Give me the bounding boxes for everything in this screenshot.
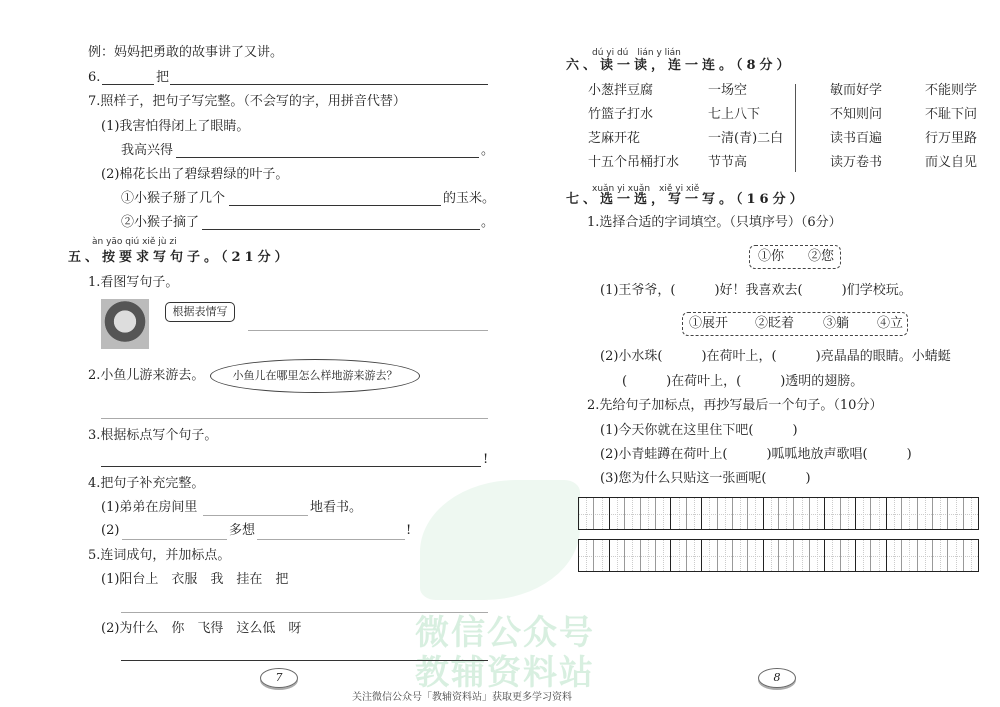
option: ②眨着 xyxy=(755,316,795,331)
q5-2: (2)为什么 你 飞得 这么低 呀 xyxy=(101,621,302,636)
period: 。 xyxy=(481,143,495,158)
sec6-pinyin: dú yi dú lián y lián xyxy=(592,48,681,58)
match-item[interactable]: 一场空 xyxy=(708,83,748,98)
grid-cell[interactable] xyxy=(733,498,748,529)
grid-cell[interactable] xyxy=(718,498,733,529)
excl: ! xyxy=(483,452,489,467)
grid-cell[interactable] xyxy=(794,498,809,529)
grid-cell[interactable] xyxy=(579,498,594,529)
match-item[interactable]: 节节高 xyxy=(708,155,748,170)
q7-2a: ①小猴子掰了几个 xyxy=(121,191,226,206)
q7-2b-blank[interactable] xyxy=(202,229,480,230)
grid-cell[interactable] xyxy=(625,498,640,529)
q3-blank[interactable] xyxy=(101,466,481,467)
option: ③躺 xyxy=(823,316,850,331)
grid-cell[interactable] xyxy=(718,540,733,571)
grid-cell[interactable] xyxy=(671,540,686,571)
grid-cell[interactable] xyxy=(948,540,963,571)
q7-1a-blank[interactable] xyxy=(176,157,479,158)
q4-2-blank1[interactable] xyxy=(122,539,227,540)
grid-cell[interactable] xyxy=(594,498,609,529)
grid-cell[interactable] xyxy=(871,540,886,571)
match-item[interactable]: 而义自见 xyxy=(925,155,978,170)
option: ①展开 xyxy=(689,316,729,331)
grid-cell[interactable] xyxy=(856,498,871,529)
grid-cell[interactable] xyxy=(918,540,933,571)
match-item[interactable]: 不知则问 xyxy=(830,107,883,122)
q6-blank2[interactable] xyxy=(170,84,488,85)
q1-blank[interactable] xyxy=(248,330,488,331)
q5: 5.连词成句，并加标点。 xyxy=(88,548,231,563)
grid-cell[interactable] xyxy=(841,498,856,529)
q7-1a: 我高兴得 xyxy=(121,143,174,158)
grid-cell[interactable] xyxy=(871,498,886,529)
grid-cell[interactable] xyxy=(610,540,625,571)
q5-2-blank[interactable] xyxy=(121,660,488,661)
bubble-text: 根据表情写 xyxy=(172,305,228,318)
grid-cell[interactable] xyxy=(794,540,809,571)
writing-grid-1[interactable] xyxy=(578,497,979,530)
grid-cell[interactable] xyxy=(610,498,625,529)
grid-cell[interactable] xyxy=(948,498,963,529)
q4-1: (1)弟弟在房间里 xyxy=(101,500,198,515)
match-item[interactable]: 读万卷书 xyxy=(830,155,883,170)
match-item[interactable]: 不能则学 xyxy=(925,83,978,98)
q4-2: (2) xyxy=(101,523,120,538)
match-item[interactable]: 七上八下 xyxy=(708,107,761,122)
sec6-heading: 六、读一读，连一连。（8分） xyxy=(566,58,794,73)
option: ②您 xyxy=(808,249,835,264)
option: ④立 xyxy=(877,316,904,331)
page-number-7: 7 xyxy=(260,668,298,688)
column-divider xyxy=(795,84,796,172)
sec7-pinyin: xuǎn yi xuǎn xiě yi xiě xyxy=(592,184,700,194)
watermark-line1: 微信公众号 xyxy=(415,613,595,653)
grid-cell[interactable] xyxy=(964,498,978,529)
grid-cell[interactable] xyxy=(687,540,702,571)
sec5-heading: 五、按要求写句子。（21分） xyxy=(68,250,292,265)
q7-2b: ②小猴子摘了 xyxy=(121,215,200,230)
q1: 1.看图写句子。 xyxy=(88,275,179,290)
word-box-2 xyxy=(682,312,908,336)
q3: 3.根据标点写个句子。 xyxy=(88,428,218,443)
q5-1: (1)阳台上 衣服 我 挂在 把 xyxy=(101,572,289,587)
grid-cell[interactable] xyxy=(764,498,779,529)
grid-cell[interactable] xyxy=(594,540,609,571)
q2-blank[interactable] xyxy=(101,418,488,419)
footer-note: 关注微信公众号「教辅资料站」获取更多学习资料 xyxy=(352,692,572,703)
watermark-line2: 教辅资料站 xyxy=(415,653,595,693)
q7-1: (1)我害怕得闭上了眼睛。 xyxy=(101,119,250,134)
q4-1-blank[interactable] xyxy=(203,515,308,516)
q7-2a-end: 的玉米。 xyxy=(443,191,496,206)
grid-cell[interactable] xyxy=(671,498,686,529)
period: 。 xyxy=(481,215,495,230)
q2-1: (1)今天你就在这里住下吧( ) xyxy=(600,423,798,438)
grid-cell[interactable] xyxy=(933,498,948,529)
q2-hint: 小鱼儿在哪里怎么样地游来游去？ xyxy=(232,369,398,382)
grid-cell[interactable] xyxy=(656,540,671,571)
grid-cell[interactable] xyxy=(933,540,948,571)
match-item[interactable]: 不耻下问 xyxy=(925,107,978,122)
grid-cell[interactable] xyxy=(625,540,640,571)
q6-word: 把 xyxy=(156,70,170,85)
match-item[interactable]: 读书百遍 xyxy=(830,131,883,146)
q1-2b: ( )在荷叶上，( )透明的翅膀。 xyxy=(622,374,864,389)
grid-cell[interactable] xyxy=(733,540,748,571)
grid-cell[interactable] xyxy=(748,498,763,529)
q2-hint-ellipse xyxy=(210,359,420,393)
q2-2: (2)小青蛙蹲在荷叶上( )呱呱地放声歌唱( ) xyxy=(600,447,912,462)
q4-1-end: 地看书。 xyxy=(310,500,363,515)
watermark-leaf-icon xyxy=(420,480,580,600)
q6-blank1[interactable] xyxy=(102,84,154,85)
writing-grid-2[interactable] xyxy=(578,539,979,572)
excl: ! xyxy=(406,523,412,538)
grid-cell[interactable] xyxy=(687,498,702,529)
page-number-8: 8 xyxy=(758,668,796,688)
grid-cell[interactable] xyxy=(918,498,933,529)
grid-cell[interactable] xyxy=(810,540,825,571)
q1-2a: (2)小水珠( )在荷叶上，( )亮晶晶的眼睛。小蜻蜓 xyxy=(600,349,951,364)
sec7-heading: 七、选一选，写一写。（16分） xyxy=(566,192,807,207)
speech-bubble xyxy=(165,302,235,322)
q6-num: 6. xyxy=(88,70,101,85)
match-item[interactable]: 芝麻开花 xyxy=(588,131,641,146)
grid-cell[interactable] xyxy=(887,540,902,571)
sec5-pinyin: àn yāo qiú xiě jù zi xyxy=(92,237,177,247)
match-item[interactable]: 敏而好学 xyxy=(830,83,883,98)
match-item[interactable]: 行万里路 xyxy=(925,131,978,146)
grid-cell[interactable] xyxy=(579,540,594,571)
grid-cell[interactable] xyxy=(810,498,825,529)
grid-cell[interactable] xyxy=(764,540,779,571)
grid-cell[interactable] xyxy=(964,540,978,571)
option: ①你 xyxy=(758,249,785,264)
grid-cell[interactable] xyxy=(825,498,840,529)
grid-cell[interactable] xyxy=(779,498,794,529)
grid-cell[interactable] xyxy=(825,540,840,571)
grid-cell[interactable] xyxy=(656,498,671,529)
grid-cell[interactable] xyxy=(702,540,717,571)
match-item[interactable]: 小葱拌豆腐 xyxy=(588,83,654,98)
q5-1-blank[interactable] xyxy=(121,612,488,613)
grid-cell[interactable] xyxy=(779,540,794,571)
q2: 2.先给句子加标点，再抄写最后一个句子。（10分） xyxy=(587,398,883,413)
grid-cell[interactable] xyxy=(841,540,856,571)
q4-2-mid: 多想 xyxy=(229,523,256,538)
example: 例：妈妈把勇敢的故事讲了又讲。 xyxy=(88,45,284,60)
q7-2a-blank[interactable] xyxy=(229,205,441,206)
grid-cell[interactable] xyxy=(748,540,763,571)
q4-2-blank2[interactable] xyxy=(257,539,405,540)
q2: 2.小鱼儿游来游去。 xyxy=(88,368,205,383)
q2-3: (3)您为什么只贴这一张画呢( ) xyxy=(600,471,811,486)
grid-cell[interactable] xyxy=(856,540,871,571)
q4: 4.把句子补充完整。 xyxy=(88,476,205,491)
grid-cell[interactable] xyxy=(902,498,917,529)
smiling-woman-photo xyxy=(101,299,149,349)
q1-1: (1)王爷爷，( )好！我喜欢去( )们学校玩。 xyxy=(600,283,912,298)
word-box-1 xyxy=(749,245,841,269)
q1: 1.选择合适的字词填空。（只填序号）（6分） xyxy=(587,215,842,230)
grid-cell[interactable] xyxy=(902,540,917,571)
grid-cell[interactable] xyxy=(887,498,902,529)
q7-2: (2)棉花长出了碧绿碧绿的叶子。 xyxy=(101,167,289,182)
match-item[interactable]: 一清(青)二白 xyxy=(708,131,784,146)
grid-cell[interactable] xyxy=(641,540,656,571)
grid-cell[interactable] xyxy=(641,498,656,529)
match-item[interactable]: 十五个吊桶打水 xyxy=(588,155,680,170)
q7: 7.照样子，把句子写完整。（不会写的字，用拼音代替） xyxy=(88,94,406,109)
grid-cell[interactable] xyxy=(702,498,717,529)
match-item[interactable]: 竹篮子打水 xyxy=(588,107,654,122)
